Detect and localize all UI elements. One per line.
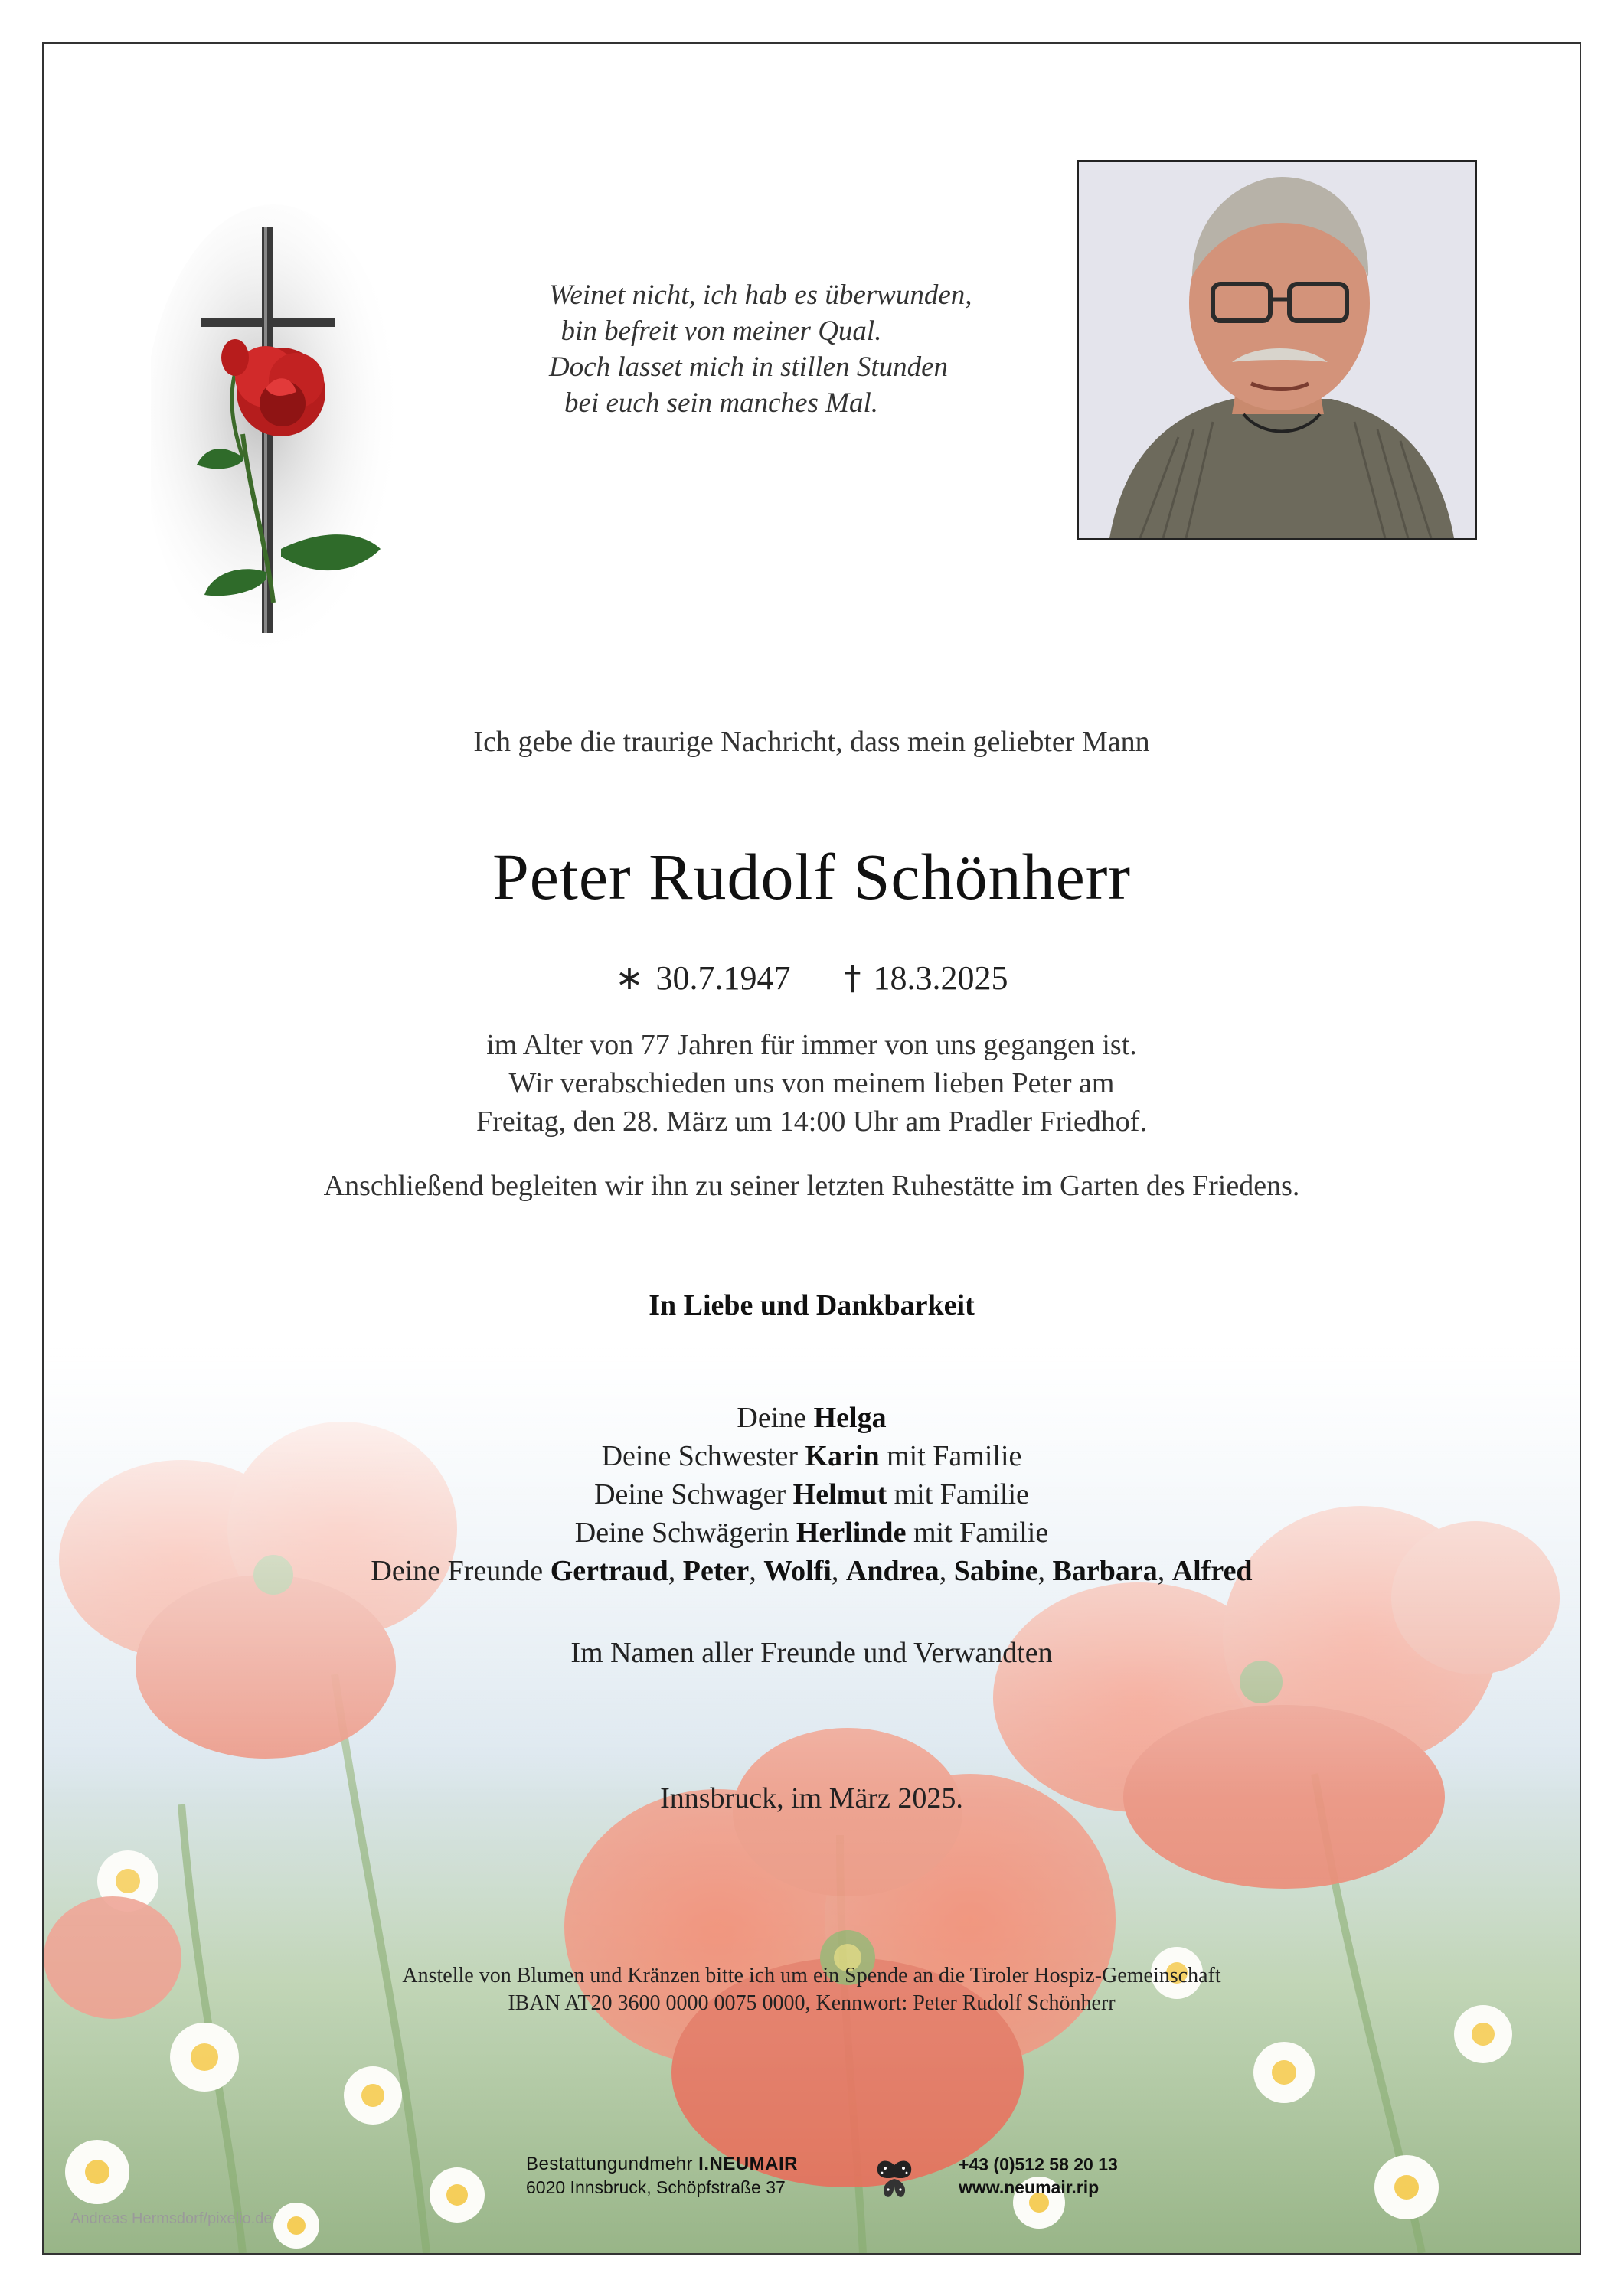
friend-name: Wolfi: [763, 1555, 832, 1587]
memorial-verse: [549, 277, 972, 421]
friend-name: Andrea: [845, 1555, 939, 1587]
funeral-home-name: Bestattungundmehr I.NEUMAIR: [526, 2154, 798, 2174]
donation-note: [44, 1962, 1580, 2017]
verse-line: bei euch sein manches Mal.: [564, 387, 878, 419]
butterfly-logo-icon: [874, 2157, 914, 2200]
funeral-home-footer: [526, 2153, 1139, 2214]
mourner-line-friends: Deine Freunde Gertraud, Peter, Wolfi, Andrea, Sabine, Barbara, Alfred: [371, 1555, 1253, 1587]
on-behalf-line: Im Namen aller Freunde und Verwandten: [570, 1637, 1053, 1669]
verse-line: Weinet nicht, ich hab es überwunden,: [549, 279, 972, 311]
cross-with-rose-image: [151, 204, 411, 679]
intro-text: Ich gebe die traurige Nachricht, dass mein geliebter Mann: [473, 726, 1150, 758]
body-line: Wir verabschieden uns von meinem lieben Peter am: [508, 1067, 1115, 1099]
life-dates: [44, 959, 1580, 998]
portrait-photo: [1077, 160, 1477, 540]
mourners-list: [44, 1399, 1580, 1590]
donation-line: Anstelle von Blumen und Kränzen bitte ich um ein Spende an die Tiroler Hospiz-Gemeinschaft: [402, 1964, 1221, 1987]
mourner-name: Herlinde: [796, 1517, 907, 1549]
verse-line: Doch lasset mich in stillen Stunden: [549, 351, 949, 383]
friend-name: Sabine: [953, 1555, 1038, 1587]
mourner-line: Deine Helga: [737, 1402, 887, 1434]
birth-date: 30.7.1947: [655, 959, 791, 997]
photo-credit: Andreas Hermsdorf/pixelio.de: [70, 2210, 273, 2227]
death-cross-icon: †: [844, 959, 861, 998]
friend-name: Gertraud: [550, 1555, 668, 1587]
death-date: 18.3.2025: [873, 959, 1008, 997]
friend-name: Alfred: [1171, 1555, 1253, 1587]
funeral-home-address: 6020 Innsbruck, Schöpfstraße 37: [526, 2177, 786, 2197]
mourner-name: Helga: [813, 1402, 887, 1434]
place-date: Innsbruck, im März 2025.: [660, 1782, 963, 1814]
body-line: im Alter von 77 Jahren für immer von uns gegangen ist.: [486, 1029, 1137, 1061]
obituary-page: [42, 42, 1581, 2255]
friend-name: Peter: [682, 1555, 750, 1587]
mourner-line: Deine Schwager Helmut mit Familie: [594, 1478, 1029, 1511]
mourner-line: Deine Schwägerin Herlinde mit Familie: [574, 1517, 1049, 1549]
funeral-home-phone[interactable]: +43 (0)512 58 20 13: [959, 2154, 1118, 2174]
friend-name: Barbara: [1052, 1555, 1158, 1587]
mourner-line: Deine Schwester Karin mit Familie: [601, 1440, 1022, 1472]
mourner-name: Karin: [805, 1440, 880, 1472]
deceased-name: Peter Rudolf Schönherr: [492, 840, 1132, 913]
closing-line: In Liebe und Dankbarkeit: [649, 1289, 975, 1321]
donation-iban: IBAN AT20 3600 0000 0075 0000, Kennwort: Peter Rudolf Schönherr: [508, 1991, 1116, 2015]
birth-star-icon: ∗: [615, 959, 644, 998]
body-line: Freitag, den 28. März um 14:00 Uhr am Pradler Friedhof.: [476, 1106, 1147, 1138]
burial-text: Anschließend begleiten wir ihn zu seiner letzten Ruhestätte im Garten des Friedens.: [323, 1170, 1300, 1202]
verse-line: bin befreit von meiner Qual.: [560, 315, 882, 347]
funeral-home-website[interactable]: www.neumair.rip: [959, 2177, 1100, 2197]
notice-body: [44, 1026, 1580, 1141]
mourner-name: Helmut: [792, 1478, 887, 1511]
